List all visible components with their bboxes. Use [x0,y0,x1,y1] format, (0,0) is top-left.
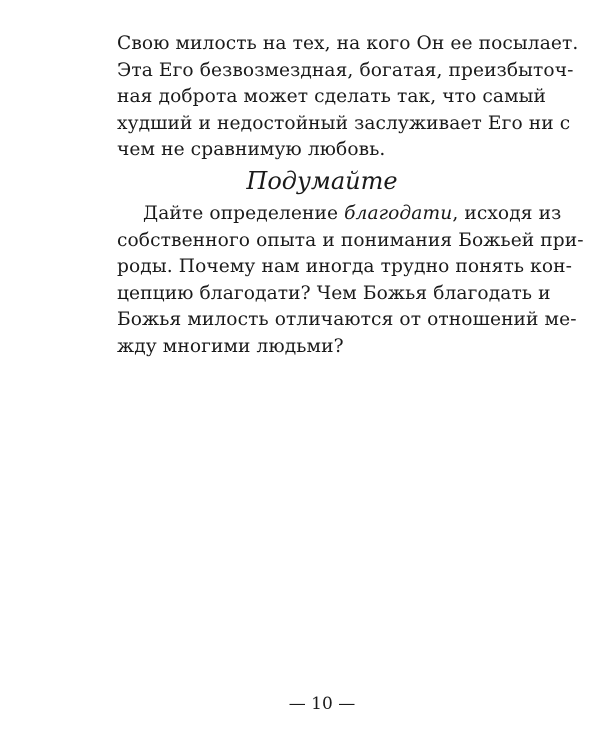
question-paragraph [117,201,584,360]
intro-line-2: Эта Его безвозмездная, богатая, преизбыточ- [117,59,574,81]
intro-line-5: чем не сравнимую любовь. [117,139,386,160]
question-line-4: цепцию благодати? Чем Божья благодать и [117,282,551,304]
question-line-5: Божья милость отличаются от отношений ме- [117,309,577,330]
question-line-1-start: Дайте определение [143,203,345,224]
intro-line-1: Свою милость на тех, на кого Он ее посылает. [117,33,579,54]
question-line-6: жду многими людьми? [117,335,344,357]
page-number: — 10 — [288,694,356,714]
question-line-2: собственного опыта и понимания Божьей при- [117,229,584,251]
section-heading: Подумайте [246,167,398,195]
intro-paragraph [117,31,579,164]
emphasized-term: благодати [344,203,453,224]
question-line-3: роды. Почему нам иногда трудно понять кон- [117,256,572,277]
question-line-1-end: , исходя из [452,203,562,224]
intro-line-3: ная доброта может сделать так, что самый [117,86,547,107]
question-line-1 [117,201,562,228]
intro-line-4: худший и недостойный заслуживает Его ни с [117,112,571,134]
